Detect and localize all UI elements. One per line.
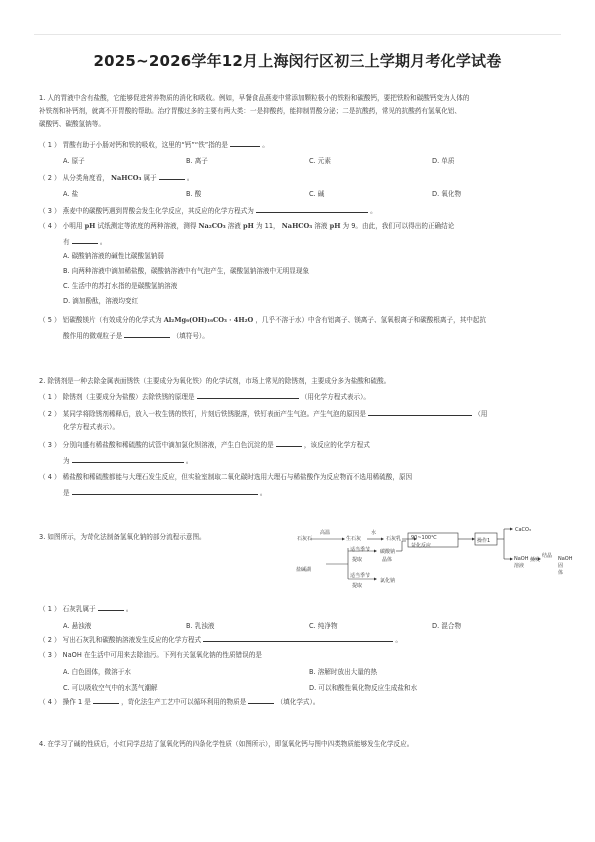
- q1-stem-line3: 碳酸钙、碳酸氢钠等。: [39, 120, 105, 128]
- q1-part2-option-c[interactable]: C. 碱: [309, 190, 325, 198]
- flow-extract1: 提取: [352, 557, 363, 563]
- q1-part1-option-d[interactable]: D. 单质: [432, 157, 455, 165]
- flow-caco3: CaCO₃: [515, 527, 531, 533]
- q3-part1-option-a[interactable]: A. 悬浊液: [63, 622, 92, 630]
- q2-stem: 2. 除锈剂是一种去除金属表面锈铁（主要成分为氧化铁）的化学试剂，市场上常见的除锈剂，主要成分多为盐酸和硫酸。: [39, 377, 391, 385]
- q3-part3-option-c[interactable]: C. 可以吸收空气中的水蒸气潮解: [63, 684, 158, 692]
- q2-part1: （ 1 ） 除锈剂（主要成分为盐酸）去除铁锈的原理是 （用化学方程式表示）。: [39, 393, 370, 401]
- q1-part4-line2: 有 。: [63, 238, 107, 246]
- q1-part2-option-a[interactable]: A. 盐: [63, 190, 79, 198]
- q3-part3-option-b[interactable]: B. 溶解时放出大量的热: [309, 668, 378, 676]
- q3-part3: （ 3 ） NaOH 在生活中可用来去除油污。下列有关氢氧化钠的性质错误的是: [39, 651, 262, 659]
- flow-high-temp: 高温: [320, 530, 331, 536]
- q3-stem: 3. 如图所示，为苛化法制备氢氧化钠的部分流程示意图。: [39, 533, 206, 541]
- q2-part3: （ 3 ） 分别向盛有稀盐酸和稀硫酸的试管中滴加氯化钡溶液，产生白色沉淀的是 ，该反应的化学方程式: [39, 441, 370, 449]
- q1-part2-option-d[interactable]: D. 氧化物: [432, 190, 462, 198]
- q3-part1-option-b[interactable]: B. 乳浊液: [186, 622, 215, 630]
- flow-water: 水: [371, 530, 377, 536]
- flow-condition2: 适当季节: [350, 573, 371, 579]
- q1-part1: （ 1 ） 胃酸有助于小肠对钙和铁的吸收，这里的“钙”“铁”指的是 。: [39, 141, 269, 149]
- q1-part4-option-c[interactable]: C. 生活中的苏打水指的是碳酸氢钠溶液: [63, 282, 178, 290]
- q3-part3-option-d[interactable]: D. 可以和酸性氧化物反应生成盐和水: [309, 684, 418, 692]
- answer-blank[interactable]: [72, 456, 184, 463]
- q1-part4-option-d[interactable]: D. 滴加酚酞，溶液均变红: [63, 297, 139, 305]
- answer-blank[interactable]: [256, 206, 368, 213]
- q2-part3-line2: 为 。: [63, 457, 193, 465]
- answer-blank[interactable]: [230, 140, 260, 147]
- flow-naoh-solution: NaOH 溶液: [514, 556, 529, 569]
- q1-part4-option-a[interactable]: A. 碳酸钠溶液的碱性比碳酸氢钠弱: [63, 252, 164, 260]
- q2-part2: （ 2 ） 某同学将除锈剂稀释后，放入一枚生锈的铁钉，片刻后铁锈脱落，铁钉表面产生气泡。产生气泡的原因是 （用: [39, 410, 488, 418]
- answer-blank[interactable]: [276, 440, 302, 447]
- answer-blank[interactable]: [203, 635, 393, 642]
- flow-temperature: 90~100℃: [411, 535, 437, 541]
- flow-evaporation: 蒸发: [530, 557, 541, 563]
- q1-part1-option-b[interactable]: B. 离子: [186, 157, 208, 165]
- q1-part5-line2: 酸作用的微观粒子是 （填符号）。: [63, 332, 209, 340]
- flow-extract2: 提取: [352, 583, 363, 589]
- q3-part2: （ 2 ） 写出石灰乳和碳酸钠溶液发生反应的化学方程式 。: [39, 636, 402, 644]
- q1-part2: （ 2 ） 从分类角度看， NaHCO₃ 属于 。: [39, 174, 194, 182]
- answer-blank[interactable]: [368, 409, 472, 416]
- flow-quicklime: 生石灰: [346, 536, 362, 542]
- q1-part1-option-c[interactable]: C. 元素: [309, 157, 331, 165]
- answer-blank[interactable]: [124, 331, 170, 338]
- flow-brine-lake: 盐碱湖: [296, 567, 312, 573]
- flow-condition1: 适当季节: [350, 547, 371, 553]
- page-title: 2025~2026学年12月上海闵行区初三上学期月考化学试卷: [93, 52, 502, 70]
- flow-na2co3: 碳酸钠: [380, 549, 396, 555]
- answer-blank[interactable]: [72, 488, 258, 495]
- flow-crystallization: 结晶: [542, 553, 553, 559]
- top-rule: [34, 34, 561, 35]
- q2-part4-line2: 是 。: [63, 489, 267, 497]
- q3-part3-option-a[interactable]: A. 白色固体，微溶于水: [63, 668, 131, 676]
- answer-blank[interactable]: [159, 173, 185, 180]
- q1-part2-option-b[interactable]: B. 酸: [186, 190, 202, 198]
- answer-blank[interactable]: [197, 392, 299, 399]
- answer-blank[interactable]: [98, 604, 124, 611]
- q1-part1-option-a[interactable]: A. 原子: [63, 157, 85, 165]
- answer-blank[interactable]: [93, 697, 119, 704]
- q2-part4: （ 4 ） 稀盐酸和稀硫酸都能与大理石发生反应，但实验室制取二氧化碳时选用大理石与稀盐酸作为反应物而不选用稀硫酸，原因: [39, 473, 413, 481]
- flow-operation1: 操作1: [477, 538, 491, 544]
- flow-caustic: 苛化反应: [411, 543, 432, 549]
- answer-blank[interactable]: [72, 237, 98, 244]
- q1-stem-line1: 1. 人的胃液中含有盐酸，它能够促进营养物质的消化和吸收。例如，早餐食品燕麦中常添加颗粒极小的铁粉和碳酸钙，要把铁粉和碳酸钙变为人体的: [39, 94, 470, 102]
- q1-part4-option-b[interactable]: B. 向两种溶液中滴加稀盐酸，碳酸钠溶液中有气泡产生，碳酸氢钠溶液中无明显现象: [63, 267, 310, 275]
- flow-naoh-solid: NaOH 固体: [558, 556, 573, 576]
- q1-part5: （ 5 ） 铝碳酸镁片（有效成分的化学式为 Al₂Mg₆(OH)₁₆CO₃ · 4H₂O ，几乎不溶于水）中含有铝离子、镁离子、氢氧根离子和碳酸根离子，其中起抗: [39, 316, 487, 324]
- q1-part3: （ 3 ） 燕麦中的碳酸钙遇到胃酸会发生化学反应，其反应的化学方程式为 。: [39, 207, 377, 215]
- q2-part2-line2: 化学方程式表示）。: [63, 423, 120, 431]
- q1-part4: （ 4 ） 小明用 pH 试纸测定等浓度的两种溶液，测得 Na₂CO₃ 溶液 pH 为 11， NaHCO₃ 溶液 pH 为 9。由此，我们可以得出的正确结论: [39, 222, 455, 230]
- q3-part1-option-c[interactable]: C. 纯净物: [309, 622, 338, 630]
- flow-lime-milk: 石灰乳: [386, 536, 402, 542]
- flow-limestone: 石灰石: [297, 536, 313, 542]
- flow-crystal: 晶体: [382, 557, 393, 563]
- q3-part1-option-d[interactable]: D. 混合物: [432, 622, 462, 630]
- q3-part4: （ 4 ） 操作 1 是 ，苛化法生产工艺中可以循环利用的物质是 （填化学式）。: [39, 698, 320, 706]
- q3-part1: （ 1 ） 石灰乳属于 。: [39, 605, 133, 613]
- q4-stem: 4. 在学习了碱的性质后，小红同学总结了氢氧化钙的四条化学性质（如图所示），即氢氧化钙与图中四类物质能够发生化学反应。: [39, 740, 414, 748]
- answer-blank[interactable]: [248, 697, 274, 704]
- flow-nacl: 氯化钠: [380, 578, 396, 584]
- q1-stem-line2: 补铁剂和补钙剂，就离不开胃酸的帮助。治疗胃酸过多的主要有两大类：一是抑酸药，能抑制胃酸分泌；二是抗酸药，常见的抗酸药有氢氧化铝、: [39, 107, 461, 115]
